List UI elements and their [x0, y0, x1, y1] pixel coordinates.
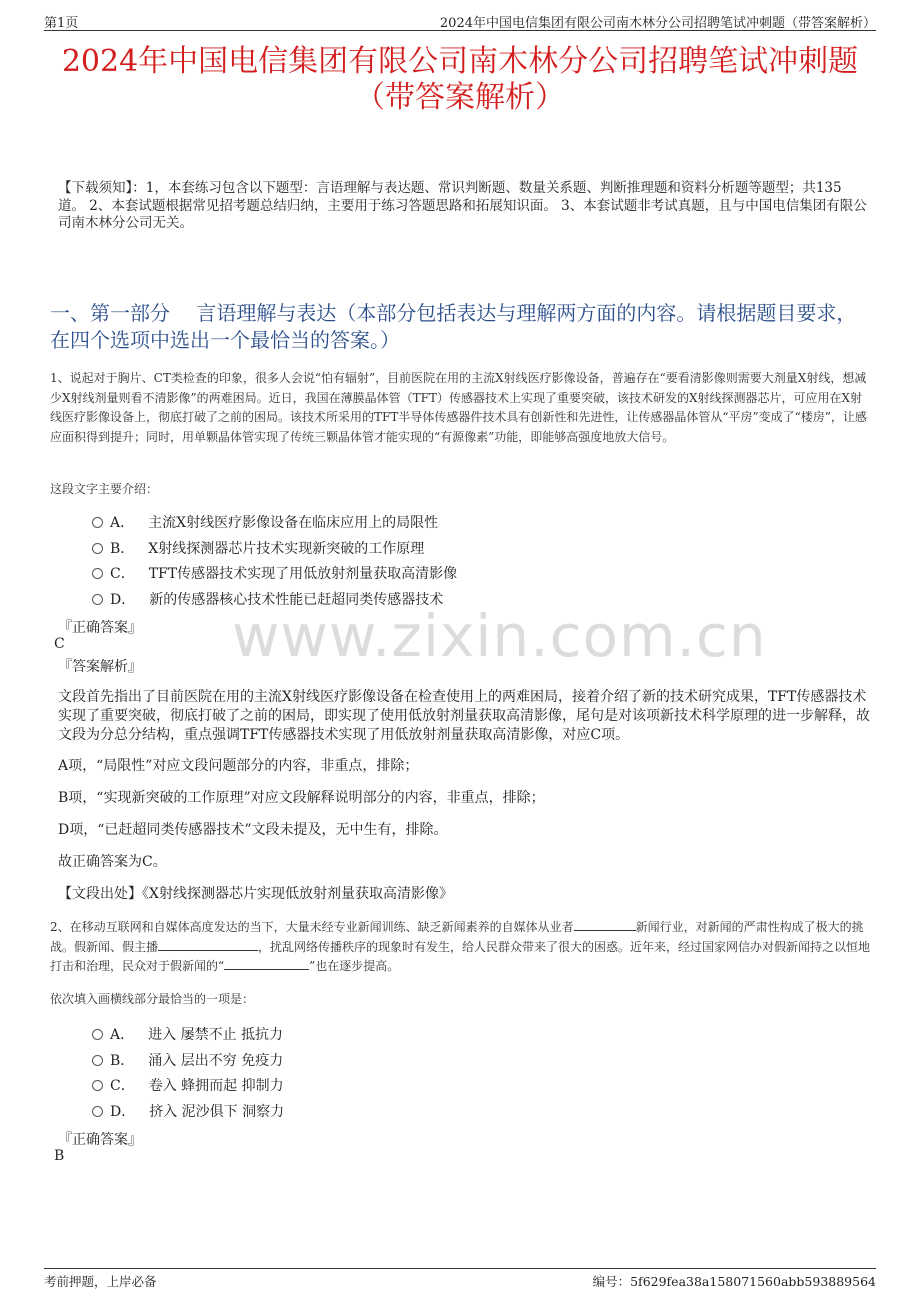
blank-1	[574, 918, 636, 931]
q2-stem: 2、在移动互联网和自媒体高度发达的当下，大量未经专业新闻训练、缺乏新闻素养的自媒体从业者 新闻行业，对新闻的严肃性构成了极大的挑战。假新闻、假主播 ，扰乱网络传播秩序的现象时有发生，给人民群众带来了很大的困惑。近年来，经过国家网信办对假新闻持之以恒地打击和治理，民众对于假新闻的“ ”也在逐步提高。	[50, 920, 871, 973]
q1-stem: 1、说起对于胸片、CT类检查的印象，很多人会说“怕有辐射”，目前医院在用的主流X射线医疗影像设备，普遍存在“要看清影像则需要大剂量X射线，想减少X射线剂量则看不清影像”的两难困局。近日，我国在薄膜晶体管（TFT）传感器技术上实现了重要突破，该技术研发的X射线探测器芯片，可应用在X射线医疗影像设备上，彻底打破了之前的困局。该技术所采用的TFT半导体传感器件技术具有创新性和先进性，让传感器晶体管从“平房”变成了“楼房”，让感应面积得到提升；同时，用单颗晶体管实现了传统三颗晶体管才能实现的“有源像素”功能，即能够高强度地放大信号。	[50, 371, 867, 444]
q1-option-a[interactable]: A． 主流X射线医疗影像设备在临床应用上的局限性	[92, 511, 457, 537]
q1-source: 【文段出处】《X射线探测器芯片实现低放射剂量获取高清影像》	[58, 886, 453, 902]
q1-answer: C	[54, 636, 65, 652]
q1-option-d[interactable]: D． 新的传感器核心技术性能已赶超同类传感器技术	[92, 588, 457, 614]
q1-option-c[interactable]: C． TFT传感器技术实现了用低放射剂量获取高清影像	[92, 562, 457, 588]
q1-answer-label: 『正确答案』	[58, 620, 142, 636]
page-footer	[44, 1268, 876, 1289]
q2-option-c[interactable]: C． 卷入 蜂拥而起 抑制力	[92, 1074, 284, 1100]
q1-analysis-b: B项，“实现新突破的工作原理”对应文段解释说明部分的内容，非重点，排除；	[58, 790, 545, 806]
footer-doc-id: 编号：5f629fea38a158071560abb593889564	[592, 1274, 876, 1289]
radio-icon[interactable]	[92, 1106, 103, 1117]
download-notice: 【下载须知】：1，本套练习包含以下题型：言语理解与表达题、常识判断题、数量关系题、判断推理题和资料分析题等题型；共135道。 2、本套试题根据常见招考题总结归纳，主要用于练习答题思路和拓展知识面。 3、本套试题非考试真题，且与中国电信集团有限公司南木林分公司无关。	[58, 180, 867, 231]
q2-prompt: 依次填入画横线部分最恰当的一项是：	[50, 992, 255, 1006]
radio-icon[interactable]	[92, 1029, 103, 1040]
page-number: 第1页	[44, 16, 79, 31]
header-doc-title: 2024年中国电信集团有限公司南木林分公司招聘笔试冲刺题（带答案解析）	[439, 16, 876, 31]
q2-option-d[interactable]: D． 挤入 泥沙俱下 洞察力	[92, 1100, 284, 1126]
q2-answer-label: 『正确答案』	[58, 1132, 142, 1148]
footer-slogan: 考前押题，上岸必备	[44, 1274, 157, 1289]
radio-icon[interactable]	[92, 594, 103, 605]
radio-icon[interactable]	[92, 543, 103, 554]
blank-3	[224, 957, 309, 970]
radio-icon[interactable]	[92, 1055, 103, 1066]
page-header	[44, 12, 876, 31]
q1-analysis-main: 文段首先指出了目前医院在用的主流X射线医疗影像设备在检查使用上的两难困局，接着介绍了新的技术研究成果，TFT传感器技术实现了重要突破，彻底打破了之前的困局，即实现了使用低放射剂量获取高清影像，尾句是对该项新技术科学原理的进一步解释，故文段为分总分结构，重点强调TFT传感器技术实现了用低放射剂量获取高清影像，对应C项。	[58, 689, 870, 743]
radio-icon[interactable]	[92, 568, 103, 579]
q2-answer: B	[54, 1148, 65, 1164]
q1-analysis-conclusion: 故正确答案为C。	[58, 854, 167, 870]
section-heading: 一、第一部分 言语理解与表达（本部分包括表达与理解两方面的内容。请根据题目要求，在四个选项中选出一个最恰当的答案。）	[50, 301, 857, 352]
q1-option-b[interactable]: B． X射线探测器芯片技术实现新突破的工作原理	[92, 537, 457, 563]
q1-options	[92, 511, 457, 613]
page-subtitle: （带答案解析）	[355, 80, 565, 115]
page-title: 2024年中国电信集团有限公司南木林分公司招聘笔试冲刺题	[61, 44, 859, 79]
q1-analysis-label: 『答案解析』	[58, 659, 142, 675]
q2-option-b[interactable]: B． 涌入 层出不穷 免疫力	[92, 1049, 284, 1075]
q2-option-a[interactable]: A． 进入 屡禁不止 抵抗力	[92, 1023, 284, 1049]
radio-icon[interactable]	[92, 517, 103, 528]
radio-icon[interactable]	[92, 1080, 103, 1091]
q1-prompt: 这段文字主要介绍：	[50, 482, 159, 496]
q1-analysis-d: D项，“已赶超同类传感器技术”文段未提及，无中生有，排除。	[58, 822, 448, 838]
watermark: www.zixin.com.cn	[232, 602, 767, 670]
q2-options	[92, 1023, 284, 1125]
blank-2	[158, 938, 258, 951]
q1-analysis-a: A项，“局限性”对应文段问题部分的内容，非重点，排除；	[58, 758, 419, 774]
